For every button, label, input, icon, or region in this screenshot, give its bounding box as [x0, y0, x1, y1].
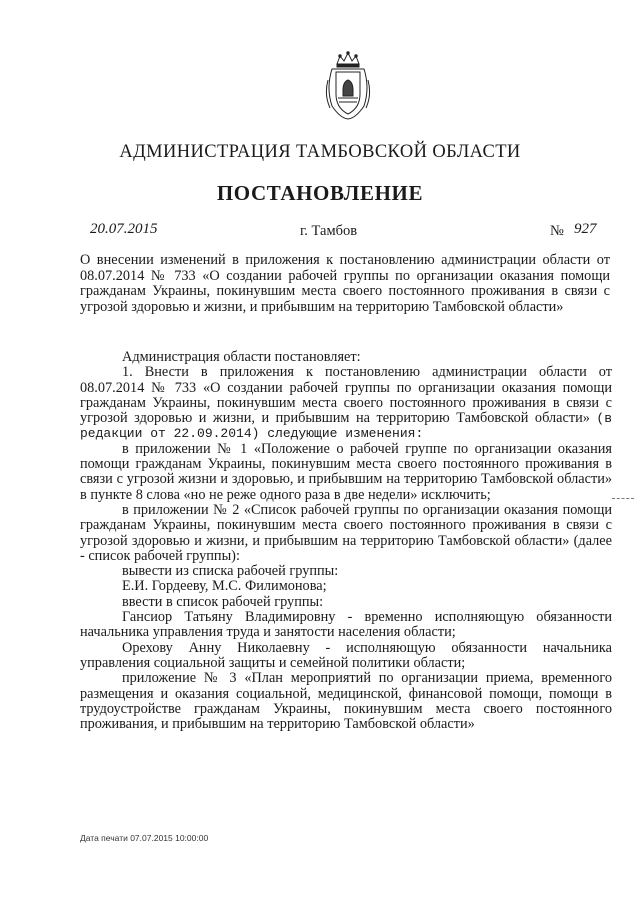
item-1-paragraph	[80, 365, 612, 441]
member-gansior-paragraph: Гансиор Татьяну Владимировну - временно исполняющую обязанности начальника управления труда и занятости населения области;	[80, 609, 612, 641]
margin-mark	[612, 498, 634, 499]
appendix-1-paragraph: в приложении № 1 «Положение о рабочей группе по организации оказания помощи гражданам Украины, покинувшим места своего постоянного проживания в связи с угрозой жизни и здоровью, и прибывшим на территорию Тамбовской области» в пункте 8 слова «но не реже одного раза в две недели» исключить;	[80, 440, 612, 503]
document-type-title: ПОСТАНОВЛЕНИЕ	[216, 181, 424, 205]
remove-members-paragraph: вывести из списка рабочей группы:	[122, 563, 339, 580]
document-number-label: №	[550, 223, 564, 239]
removed-names-paragraph: Е.И. Гордееву, М.С. Филимонова;	[122, 578, 327, 595]
document-city: г. Тамбов	[300, 223, 358, 239]
document-date: 20.07.2015	[90, 221, 158, 237]
appendix-3-paragraph: приложение № 3 «План мероприятий по организации приема, временного размещения и оказания социальной, медицинской, финансовой помощи, помощи в трудоустройстве гражданам Украины, покинувшим места своего постоянного проживания, и прибывшим на территорию Тамбовской области»	[80, 670, 612, 733]
document-subject: О внесении изменений в приложения к постановлению администрации области от 08.07.2014 № 733 «О создании рабочей группы по организации оказания помощи гражданам Украины, покинувшим места своего постоянного проживания в связи с угрозой здоровью и жизни, и прибывшим на территорию Тамбовской области»	[80, 252, 610, 315]
appendix-2-paragraph: в приложении № 2 «Список рабочей группы по организации оказания помощи гражданам Украины, покинувшим места своего постоянного проживания в связи с угрозой здоровью и жизни, и прибывшим на территорию Тамбовской области» (далее - список рабочей группы):	[80, 501, 612, 564]
item-1-typed-insert: (в редакции от 22.09.2014) следующие изменения:	[80, 411, 612, 442]
intro-paragraph: Администрация области постановляет:	[122, 349, 361, 365]
print-date-footer: Дата печати 07.07.2015 10:00:00	[80, 833, 209, 843]
item-1-text: 1. Внести в приложения к постановлению администрации области от 08.07.2014 № 733 «О создании рабочей группы по организации оказания помощи гражданам Украины, покинувшим места своего постоянного проживания в связи с угрозой здоровью и жизни, и прибывшим на территорию Тамбовской области»	[80, 364, 612, 427]
organization-title: АДМИНИСТРАЦИЯ ТАМБОВСКОЙ ОБЛАСТИ	[119, 142, 521, 162]
document-body	[80, 350, 612, 732]
document-number: 927	[574, 221, 597, 237]
tambov-coat-of-arms-icon	[324, 50, 372, 120]
document-meta-row	[80, 223, 620, 247]
member-orekhova-paragraph: Орехову Анну Николаевну - исполняющую обязанности начальника управления социальной защиты и семейной политики области;	[80, 639, 612, 671]
add-members-paragraph: ввести в список рабочей группы:	[122, 593, 324, 610]
